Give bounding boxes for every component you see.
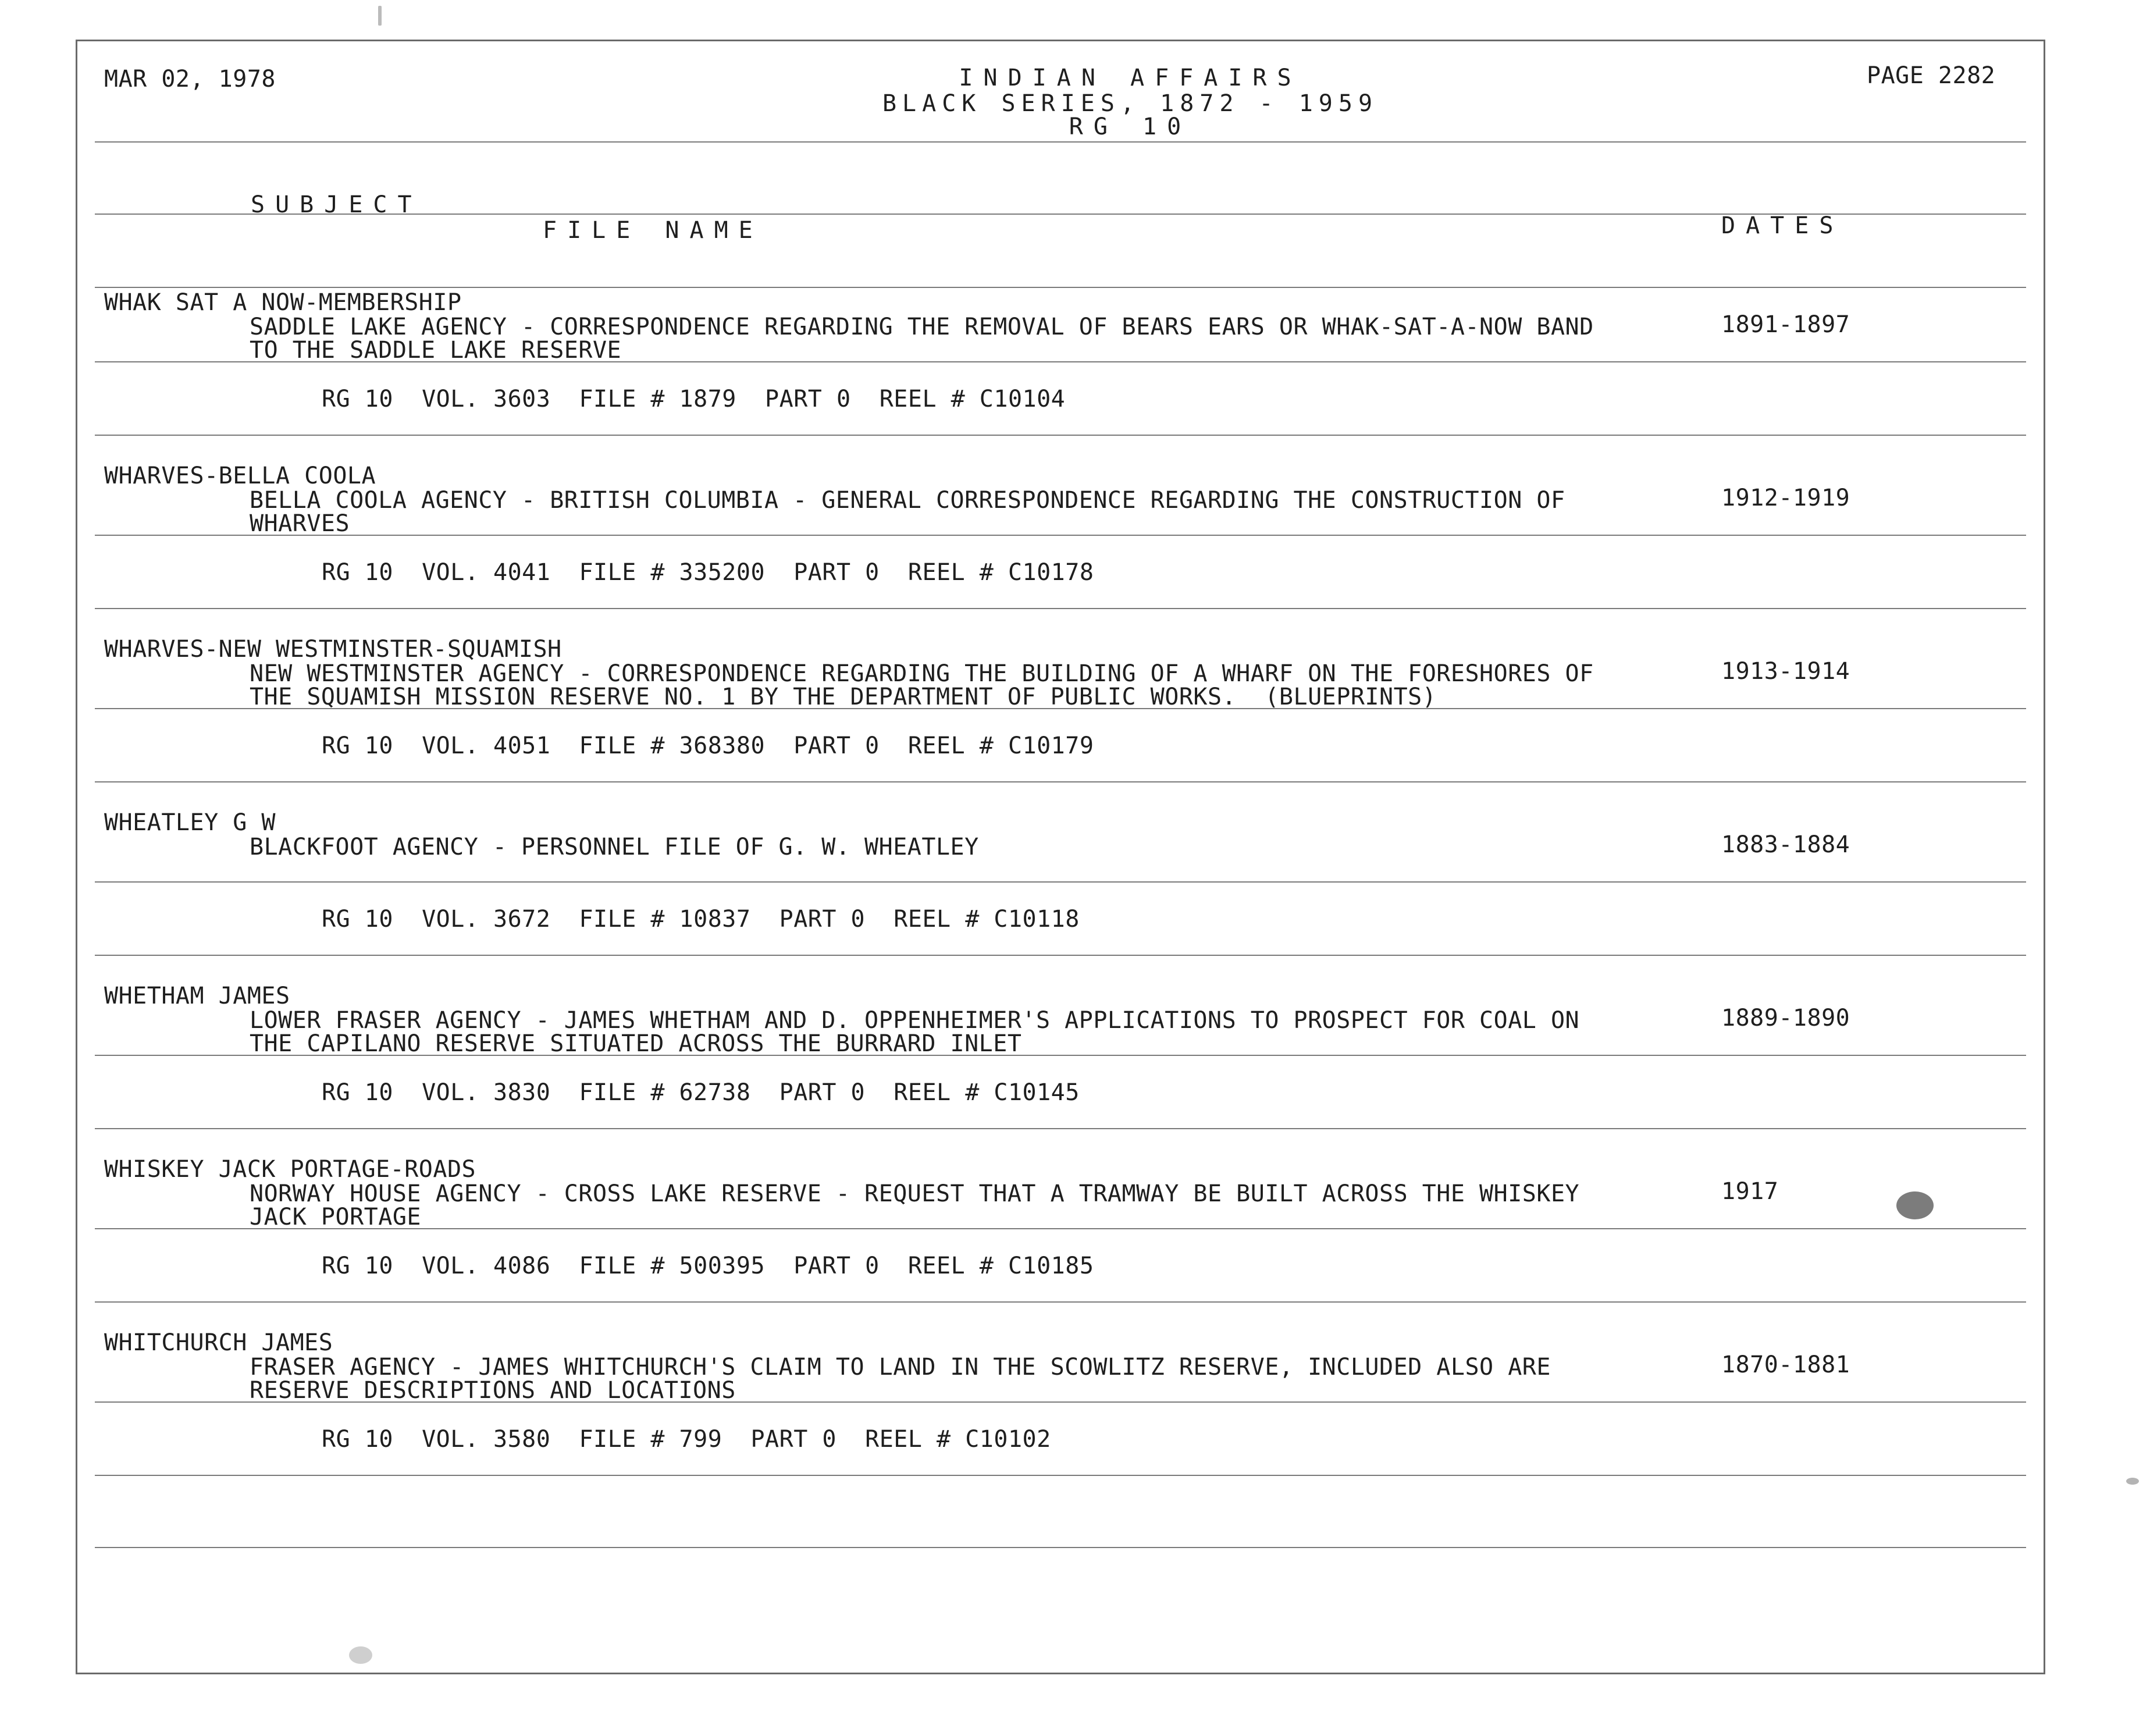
scan-smudge <box>1896 1191 1934 1219</box>
entries-top-rule <box>95 287 2026 288</box>
register-entry <box>77 809 2044 982</box>
entry-description-line1: NEW WESTMINSTER AGENCY - CORRESPONDENCE REGARDING THE BUILDING OF A WHARF ON THE FORESHORES OF <box>250 660 1594 687</box>
entry-description-line1: SADDLE LAKE AGENCY - CORRESPONDENCE REGARDING THE REMOVAL OF BEARS EARS OR WHAK-SAT-A-NOW BAND <box>250 314 1594 340</box>
entry-description-line1: NORWAY HOUSE AGENCY - CROSS LAKE RESERVE - REQUEST THAT A TRAMWAY BE BUILT ACROSS THE WHISKEY <box>250 1180 1580 1207</box>
entry-rule <box>95 535 2026 536</box>
entry-rule <box>95 361 2026 362</box>
entry-subject: WHARVES-BELLA COOLA <box>104 463 376 489</box>
entry-rule <box>95 1401 2026 1403</box>
column-dates: DATES <box>1721 212 1844 239</box>
entry-description-line1: BLACKFOOT AGENCY - PERSONNEL FILE OF G. W. WHEATLEY <box>250 834 979 860</box>
entry-description-line2: TO THE SADDLE LAKE RESERVE <box>250 337 622 364</box>
entry-rule <box>95 708 2026 709</box>
scan-speck <box>349 1646 372 1664</box>
entry-description-line2: THE SQUAMISH MISSION RESERVE NO. 1 BY THE DEPARTMENT OF PUBLIC WORKS. (BLUEPRINTS) <box>250 684 1437 710</box>
entry-reference: RG 10 VOL. 4051 FILE # 368380 PART 0 REEL # C10179 <box>322 732 1094 759</box>
report-series: BLACK SERIES, 1872 - 1959 <box>882 90 1379 117</box>
entry-subject: WHAK SAT A NOW-MEMBERSHIP <box>104 289 462 316</box>
entry-subject: WHETHAM JAMES <box>104 983 290 1009</box>
entry-rule <box>95 1055 2026 1056</box>
record-group: RG 10 <box>1069 113 1192 140</box>
entry-description-line1: LOWER FRASER AGENCY - JAMES WHETHAM AND D. OPPENHEIMER'S APPLICATIONS TO PROSPECT FOR COAL ON <box>250 1007 1580 1034</box>
header-rule <box>95 141 2026 143</box>
register-entry <box>77 983 2044 1155</box>
entry-dates: 1913-1914 <box>1721 658 1850 685</box>
register-entry <box>77 1329 2044 1502</box>
entry-description-line2: JACK PORTAGE <box>250 1204 421 1230</box>
entry-separator <box>95 1301 2026 1303</box>
register-entry <box>77 463 2044 635</box>
entry-dates: 1883-1884 <box>1721 831 1850 858</box>
entry-rule <box>95 881 2026 883</box>
page-number: PAGE 2282 <box>1867 62 1996 89</box>
scan-speck <box>378 6 382 26</box>
entry-separator <box>95 435 2026 436</box>
entry-separator <box>95 608 2026 609</box>
register-entry <box>77 289 2044 462</box>
entry-dates: 1870-1881 <box>1721 1351 1850 1378</box>
entry-separator <box>95 955 2026 956</box>
register-entry <box>77 636 2044 809</box>
column-file-name: FILE NAME <box>543 217 763 244</box>
entry-subject: WHEATLEY G W <box>104 809 276 836</box>
entry-reference: RG 10 VOL. 3830 FILE # 62738 PART 0 REEL # C10145 <box>322 1079 1080 1106</box>
entry-reference: RG 10 VOL. 3603 FILE # 1879 PART 0 REEL # C10104 <box>322 386 1066 412</box>
entry-dates: 1889-1890 <box>1721 1005 1850 1031</box>
entry-separator <box>95 1475 2026 1476</box>
register-entry <box>77 1156 2044 1329</box>
register-page <box>76 40 2045 1674</box>
scan-speck <box>2126 1478 2139 1485</box>
entry-rule <box>95 1228 2026 1229</box>
entry-description-line1: BELLA COOLA AGENCY - BRITISH COLUMBIA - GENERAL CORRESPONDENCE REGARDING THE CONSTRUCTION OF <box>250 487 1565 514</box>
entry-reference: RG 10 VOL. 3672 FILE # 10837 PART 0 REEL # C10118 <box>322 906 1080 933</box>
entry-subject: WHISKEY JACK PORTAGE-ROADS <box>104 1156 476 1183</box>
entry-separator <box>95 1128 2026 1129</box>
entry-reference: RG 10 VOL. 4041 FILE # 335200 PART 0 REEL # C10178 <box>322 559 1094 586</box>
entry-description-line2: THE CAPILANO RESERVE SITUATED ACROSS THE BURRARD INLET <box>250 1030 1022 1057</box>
entry-subject: WHITCHURCH JAMES <box>104 1329 333 1356</box>
report-title: INDIAN AFFAIRS <box>959 65 1302 91</box>
entry-separator <box>95 781 2026 782</box>
entry-reference: RG 10 VOL. 3580 FILE # 799 PART 0 REEL # C10102 <box>322 1426 1051 1453</box>
entry-subject: WHARVES-NEW WESTMINSTER-SQUAMISH <box>104 636 562 663</box>
entry-dates: 1912-1919 <box>1721 485 1850 511</box>
entry-description-line1: FRASER AGENCY - JAMES WHITCHURCH'S CLAIM TO LAND IN THE SCOWLITZ RESERVE, INCLUDED ALSO ARE <box>250 1354 1551 1381</box>
column-subject: SUBJECT <box>251 191 422 218</box>
blank-rule <box>95 1547 2026 1548</box>
entry-reference: RG 10 VOL. 4086 FILE # 500395 PART 0 REEL # C10185 <box>322 1253 1094 1279</box>
print-date: MAR 02, 1978 <box>104 66 276 93</box>
entry-dates: 1917 <box>1721 1178 1779 1205</box>
entry-dates: 1891-1897 <box>1721 311 1850 338</box>
entry-description-line2: RESERVE DESCRIPTIONS AND LOCATIONS <box>250 1377 736 1404</box>
entry-description-line2: WHARVES <box>250 510 350 537</box>
